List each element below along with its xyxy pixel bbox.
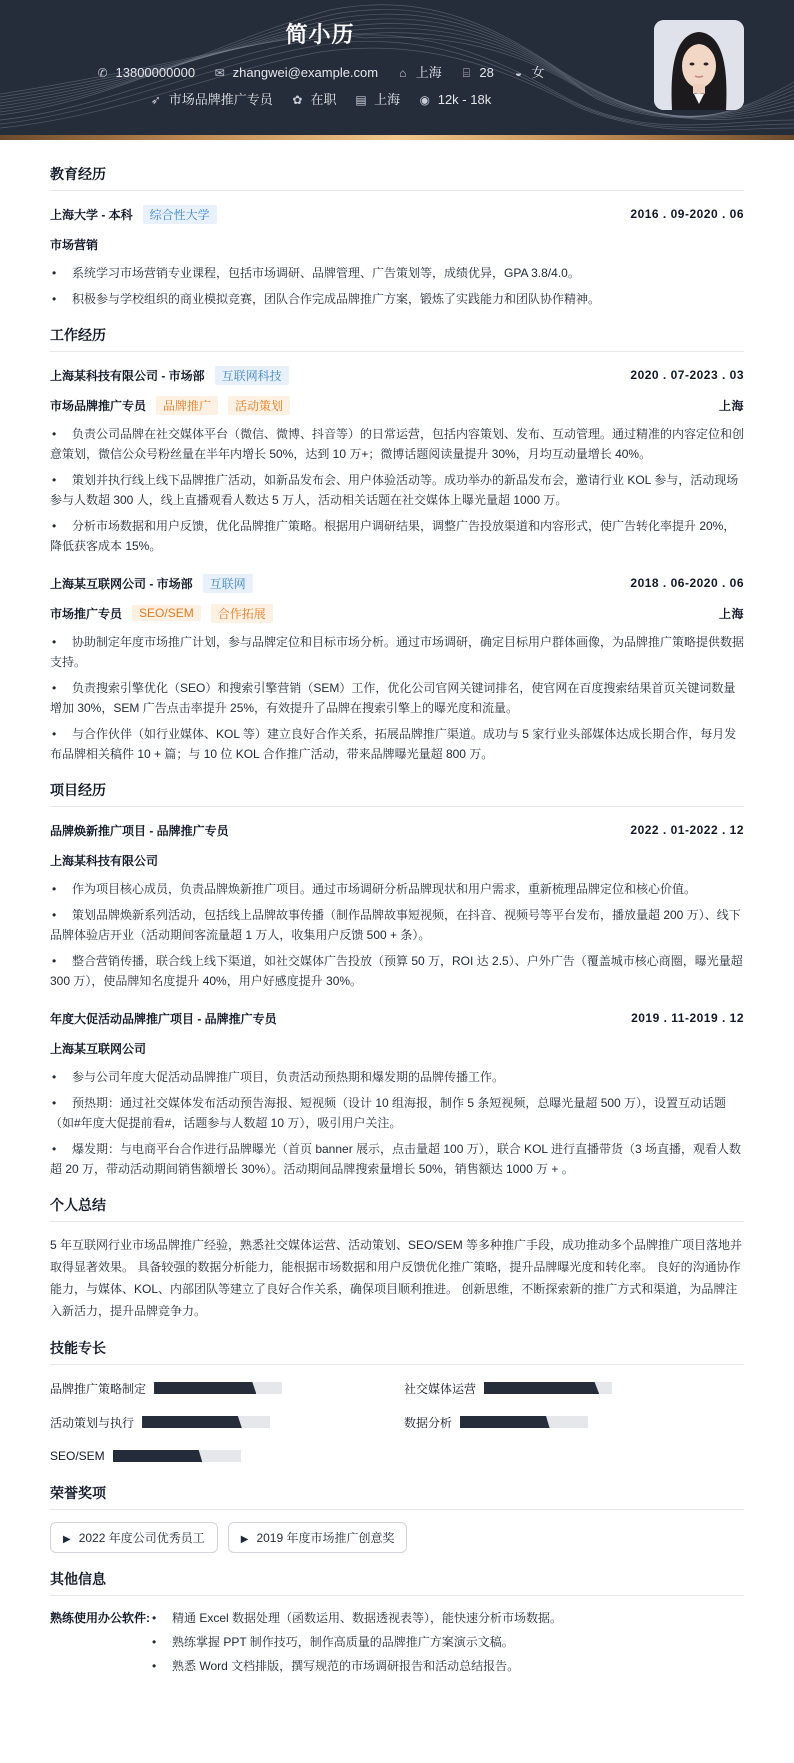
candidate-name: 简小历 — [285, 22, 355, 47]
industry-tag: 互联网科技 — [215, 366, 289, 385]
list-item: • 协助制定年度市场推广计划，参与品牌定位和目标市场分析。通过市场调研，确定目标用户群体画像，为品牌推广策略提供数据支持。 — [50, 632, 744, 672]
age-item: ⌸ 28 — [459, 65, 493, 81]
company-name: 上海某科技有限公司 - 市场部 — [50, 368, 205, 383]
salary-icon: ◉ — [419, 93, 430, 107]
salary-item: ◉ 12k - 18k — [419, 92, 492, 107]
award-item: ▶ 2019 年度市场推广创意奖 — [228, 1522, 408, 1553]
list-item: • 与合作伙伴（如行业媒体、KOL 等）建立良好合作关系，拓展品牌推广渠道。成功与 5 家行业头部媒体达成长期合作，每月发布品牌相关稿件 10 + 篇；与 10 位 KOL 合作推广活动，带来品牌曝光量超 800 万。 — [50, 724, 744, 764]
skills-section — [50, 1338, 744, 1467]
list-item: • 积极参与学校组织的商业模拟竞赛，团队合作完成品牌推广方案，锻炼了实践能力和团队协作精神。 — [50, 289, 744, 309]
phone-item: ✆ 13800000000 — [97, 65, 196, 80]
summary-section — [50, 1195, 744, 1322]
project-period: 2019 . 11-2019 . 12 — [631, 1011, 744, 1025]
other-section — [50, 1569, 744, 1680]
list-item: • 策划并执行线上线下品牌推广活动，如新品发布会、用户体验活动等。成功举办的新品发布会，邀请行业 KOL 参与，活动现场参与人数超 300 人，线上直播观看人数达 5 万人，活动相关话题在社交媒体上曝光量超 1000 万。 — [50, 470, 744, 510]
mail-icon: ✉ — [214, 66, 225, 80]
age-icon: ⌸ — [462, 66, 470, 80]
list-item: • 爆发期：与电商平台合作进行品牌曝光（首页 banner 展示，点击量超 100 万），联合 KOL 进行直播带货（3 场直播，观看人数超 20 万，带动活动期间销售额增长 30%）。活动期间品牌搜索量增长 50%，销售额达 1000 万 + 。 — [50, 1139, 744, 1179]
section-title: 个人总结 — [50, 1195, 744, 1222]
list-item: • 熟练掌握 PPT 制作技巧，制作高质量的品牌推广方案演示文稿。 — [150, 1632, 562, 1652]
skill-level-bar — [113, 1450, 241, 1462]
skill-level-bar — [484, 1382, 612, 1394]
section-title: 工作经历 — [50, 325, 744, 352]
skill-tag: 活动策划 — [228, 396, 290, 415]
projects-section — [50, 780, 744, 1179]
list-item: • 策划品牌焕新系列活动，包括线上品牌故事传播（制作品牌故事短视频，在抖音、视频号等平台发布，播放量超 200 万）、线下品牌体验店开业（活动期间客流量超 1 万人，收集用户反馈 500 + 条）。 — [50, 905, 744, 945]
project-name: 年度大促活动品牌推广项目 - 品牌推广专员 — [50, 1011, 277, 1026]
project-entry — [50, 1007, 744, 1179]
email-item: ✉ zhangwei@example.com — [214, 65, 379, 80]
work-location: 上海 — [718, 606, 744, 621]
work-section — [50, 325, 744, 764]
header-gold-divider — [0, 135, 794, 140]
list-item: • 系统学习市场营销专业课程，包括市场调研、品牌管理、广告策划等，成绩优异，GPA 3.8/4.0。 — [50, 263, 744, 283]
home-icon: ⌂ — [399, 66, 407, 80]
education-period: 2016 . 09-2020 . 06 — [630, 207, 744, 221]
skill-tag: 合作拓展 — [211, 604, 273, 623]
target-city-item: ▤ 上海 — [355, 92, 401, 107]
awards-section — [50, 1483, 744, 1553]
section-title: 荣誉奖项 — [50, 1483, 744, 1510]
list-item: • 负责搜索引擎优化（SEO）和搜索引擎营销（SEM）工作，优化公司官网关键词排名，使官网在百度搜索结果首页关键词数量增加 30%，SEM 广告点击率提升 25%，有效提升了品牌在搜索引擎上的曝光度和流量。 — [50, 678, 744, 718]
list-item: • 熟悉 Word 文档排版，撰写规范的市场调研报告和活动总结报告。 — [150, 1656, 562, 1676]
list-item: • 负责公司品牌在社交媒体平台（微信、微博、抖音等）的日常运营，包括内容策划、发布、互动管理。通过精准的内容定位和创意策划，微信公众号粉丝量在半年内增长 50%，达到 10 万+；微博话题阅读量提升 30%，月均互动量增长 40%。 — [50, 424, 744, 464]
skill-item: 数据分析 — [404, 1411, 744, 1433]
section-title: 教育经历 — [50, 164, 744, 191]
skill-level-bar — [142, 1416, 270, 1428]
triangle-right-icon: ▶ — [240, 1534, 249, 1545]
project-company: 上海某科技有限公司 — [50, 853, 159, 868]
skill-item: 活动策划与执行 — [50, 1411, 404, 1433]
work-entry — [50, 364, 744, 556]
position-title: 市场品牌推广专员 — [50, 398, 147, 413]
skill-item: SEO/SEM — [50, 1445, 404, 1467]
major: 市场营销 — [50, 237, 99, 252]
list-item: • 精通 Excel 数据处理（函数运用、数据透视表等），能快速分析市场数据。 — [150, 1608, 562, 1628]
skill-tag: SEO/SEM — [132, 605, 201, 621]
work-period: 2018 . 06-2020 . 06 — [630, 576, 744, 590]
section-title: 其他信息 — [50, 1569, 744, 1596]
phone-icon: ✆ — [97, 66, 108, 80]
education-entry — [50, 203, 744, 309]
position-title: 市场推广专员 — [50, 606, 123, 621]
other-label: 熟练使用办公软件: — [50, 1611, 150, 1625]
project-entry — [50, 819, 744, 991]
gender-item: ◒ 女 — [511, 62, 544, 81]
section-title: 项目经历 — [50, 780, 744, 807]
job-intent-row — [0, 89, 640, 108]
project-name: 品牌焕新推广项目 - 品牌推广专员 — [50, 823, 229, 838]
list-item: • 参与公司年度大促活动品牌推广项目，负责活动预热期和爆发期的品牌传播工作。 — [50, 1067, 744, 1087]
company-name: 上海某互联网公司 - 市场部 — [50, 576, 193, 591]
education-section — [50, 164, 744, 309]
resume-body — [50, 148, 744, 1680]
list-item: • 预热期：通过社交媒体发布活动预告海报、短视频（设计 10 组海报，制作 5 条短视频，总曝光量超 500 万），设置互动话题（如#年度大促提前看#，话题参与人数超 10 万），吸引用户关注。 — [50, 1093, 744, 1133]
resume-header — [0, 0, 794, 140]
skill-tag: 品牌推广 — [156, 396, 218, 415]
gender-icon: ◒ — [514, 66, 523, 80]
summary-text: 5 年互联网行业市场品牌推广经验，熟悉社交媒体运营、活动策划、SEO/SEM 等多种推广手段，成功推动多个品牌推广项目落地并取得显著效果。 具备较强的数据分析能力，能根据市场数据和用户反馈优化推广策略，提升品牌曝光度和转化率。 良好的沟通协作能力，与媒体、KOL、内部团队等建立了良好合作关系，确保项目顺利推进。 创新思维，不断探索新的推广方式和渠道，为品牌注入新活力，提升品牌竞争力。 — [50, 1238, 743, 1318]
triangle-right-icon: ▶ — [63, 1534, 71, 1545]
project-period: 2022 . 01-2022 . 12 — [630, 823, 744, 837]
work-period: 2020 . 07-2023 . 03 — [630, 368, 744, 382]
skill-item: 品牌推广策略制定 — [50, 1377, 404, 1399]
school-type-tag: 综合性大学 — [143, 205, 217, 224]
work-location: 上海 — [718, 398, 744, 413]
award-item: ▶ 2022 年度公司优秀员工 — [50, 1522, 218, 1553]
industry-tag: 互联网 — [203, 574, 253, 593]
avatar-photo — [654, 20, 744, 110]
project-company: 上海某互联网公司 — [50, 1041, 147, 1056]
work-entry — [50, 572, 744, 764]
target-position-item: ➶ 市场品牌推广专员 — [150, 92, 273, 107]
section-title: 技能专长 — [50, 1338, 744, 1365]
send-icon: ➶ — [150, 93, 161, 107]
job-status-item: ✿ 在职 — [292, 92, 337, 107]
skill-level-bar — [154, 1382, 282, 1394]
school-name: 上海大学 - 本科 — [50, 207, 133, 222]
contact-row — [0, 62, 640, 81]
skill-level-bar — [460, 1416, 588, 1428]
list-item: • 分析市场数据和用户反馈，优化品牌推广策略。根据用户调研结果，调整广告投放渠道和内容形式，使广告转化率提升 20%，降低获客成本 15%。 — [50, 516, 744, 556]
status-icon: ✿ — [292, 93, 303, 107]
list-item: • 整合营销传播，联合线上线下渠道，如社交媒体广告投放（预算 50 万，ROI 达 2.5）、户外广告（覆盖城市核心商圈，曝光量超 300 万），使品牌知名度提升 40%，用户好感度提升 30%。 — [50, 951, 744, 991]
building-icon: ▤ — [355, 93, 367, 107]
list-item: • 作为项目核心成员，负责品牌焕新推广项目。通过市场调研分析品牌现状和用户需求，重新梳理品牌定位和核心价值。 — [50, 879, 744, 899]
skill-item: 社交媒体运营 — [404, 1377, 744, 1399]
residence-item: ⌂ 上海 — [396, 62, 442, 81]
